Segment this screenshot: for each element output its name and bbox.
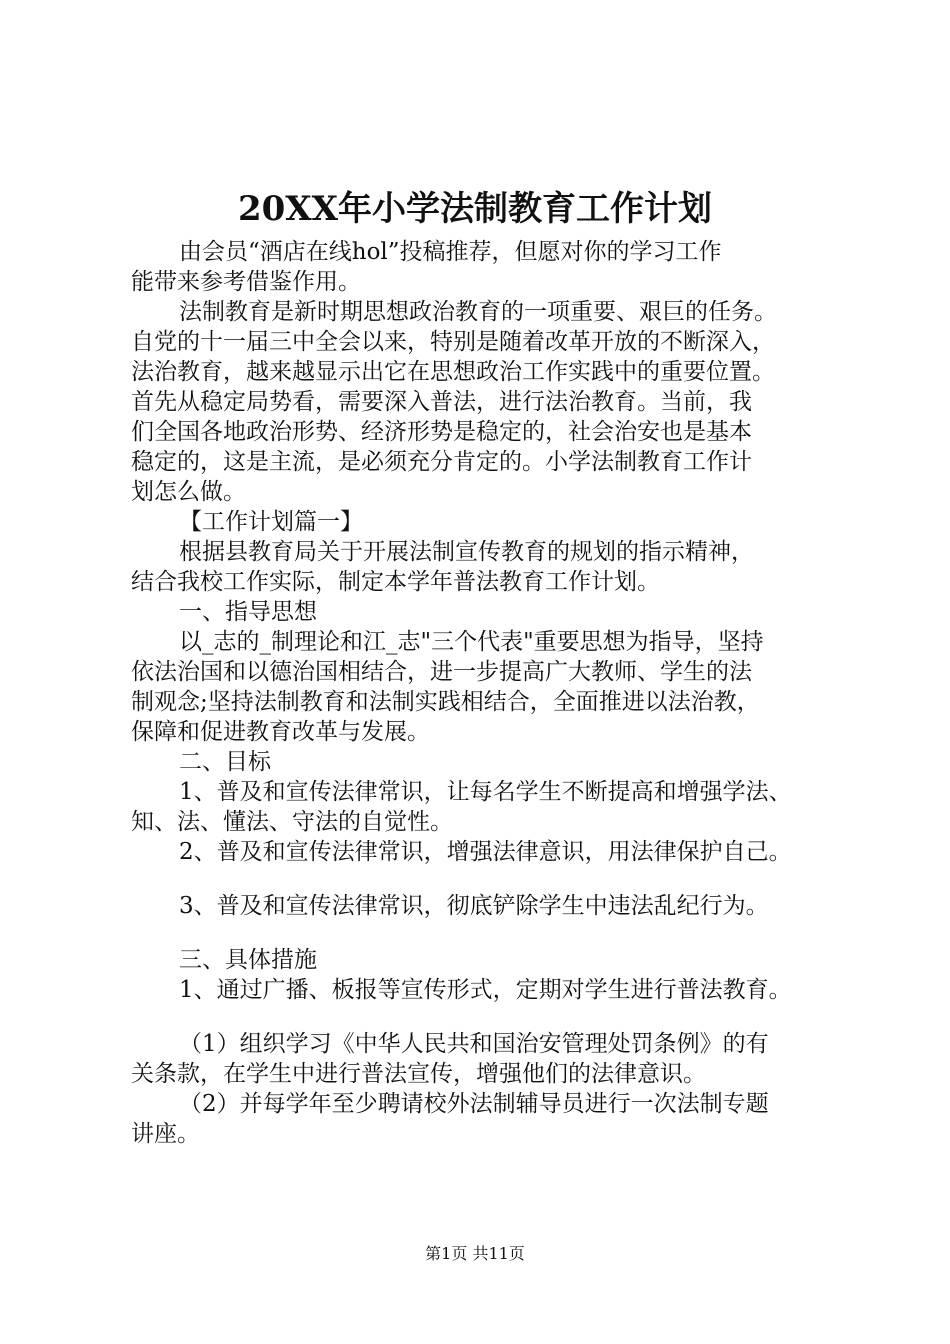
list-item: 3、普及和宣传法律常识，彻底铲除学生中违法乱纪行为。	[179, 893, 769, 919]
document-body	[131, 237, 851, 1149]
list-item: 2、普及和宣传法律常识，增强法律意识，用法律保护自己。	[179, 839, 792, 865]
paragraph-line: 讲座。	[131, 1121, 200, 1147]
list-item: 1、普及和宣传法律常识，让每名学生不断提高和增强学法、	[179, 779, 792, 805]
paragraph-line: 稳定的，这是主流，是必须充分肯定的。小学法制教育工作计	[131, 449, 752, 475]
paragraph-line: 知、法、懂法、守法的自觉性。	[131, 809, 453, 835]
section-heading: 【工作计划篇一】	[179, 509, 363, 535]
list-item: （2）并每学年至少聘请校外法制辅导员进行一次法制专题	[179, 1091, 769, 1117]
section-heading: 二、目标	[179, 749, 271, 775]
paragraph-line: 以_志的_制理论和江_志"三个代表"重要思想为指导，坚持	[179, 629, 764, 655]
paragraph-line: 制观念;坚持法制教育和法制实践相结合，全面推进以法治教，	[131, 689, 760, 715]
paragraph-line: 划怎么做。	[131, 479, 246, 505]
paragraph-line: 自党的十一届三中全会以来，特别是随着改革开放的不断深入，	[131, 329, 775, 355]
paragraph-line: 关条款，在学生中进行普法宣传，增强他们的法律意识。	[131, 1061, 706, 1087]
document-title: 20XX年小学法制教育工作计划	[237, 189, 713, 229]
section-heading: 一、指导思想	[179, 599, 317, 625]
paragraph-line: 结合我校工作实际，制定本学年普法教育工作计划。	[131, 569, 660, 595]
paragraph-line: 法治教育，越来越显示出它在思想政治工作实践中的重要位置。	[131, 359, 775, 385]
list-item: （1）组织学习《中华人民共和国治安管理处罚条例》的有	[179, 1031, 769, 1057]
paragraph-line: 们全国各地政治形势、经济形势是稳定的，社会治安也是基本	[131, 419, 752, 445]
section-heading: 三、具体措施	[179, 947, 317, 973]
paragraph-line: 首先从稳定局势看，需要深入普法，进行法治教育。当前，我	[131, 389, 752, 415]
paragraph-line: 法制教育是新时期思想政治教育的一项重要、艰巨的任务。	[179, 299, 777, 325]
blank-gap	[131, 921, 851, 945]
paragraph-line: 由会员“酒店在线hol”投稿推荐，但愿对你的学习工作	[179, 239, 722, 265]
page-number: 第1页 共11页	[425, 1244, 525, 1263]
paragraph-line: 保障和促进教育改革与发展。	[131, 719, 430, 745]
paragraph-line: 依法治国和以德治国相结合，进一步提高广大教师、学生的法	[131, 659, 752, 685]
blank-gap	[131, 1005, 851, 1029]
blank-gap	[131, 867, 851, 891]
list-item: 1、通过广播、板报等宣传形式，定期对学生进行普法教育。	[179, 977, 792, 1003]
paragraph-line: 能带来参考借鉴作用。	[131, 269, 361, 295]
paragraph-line: 根据县教育局关于开展法制宣传教育的规划的指示精神，	[179, 539, 754, 565]
